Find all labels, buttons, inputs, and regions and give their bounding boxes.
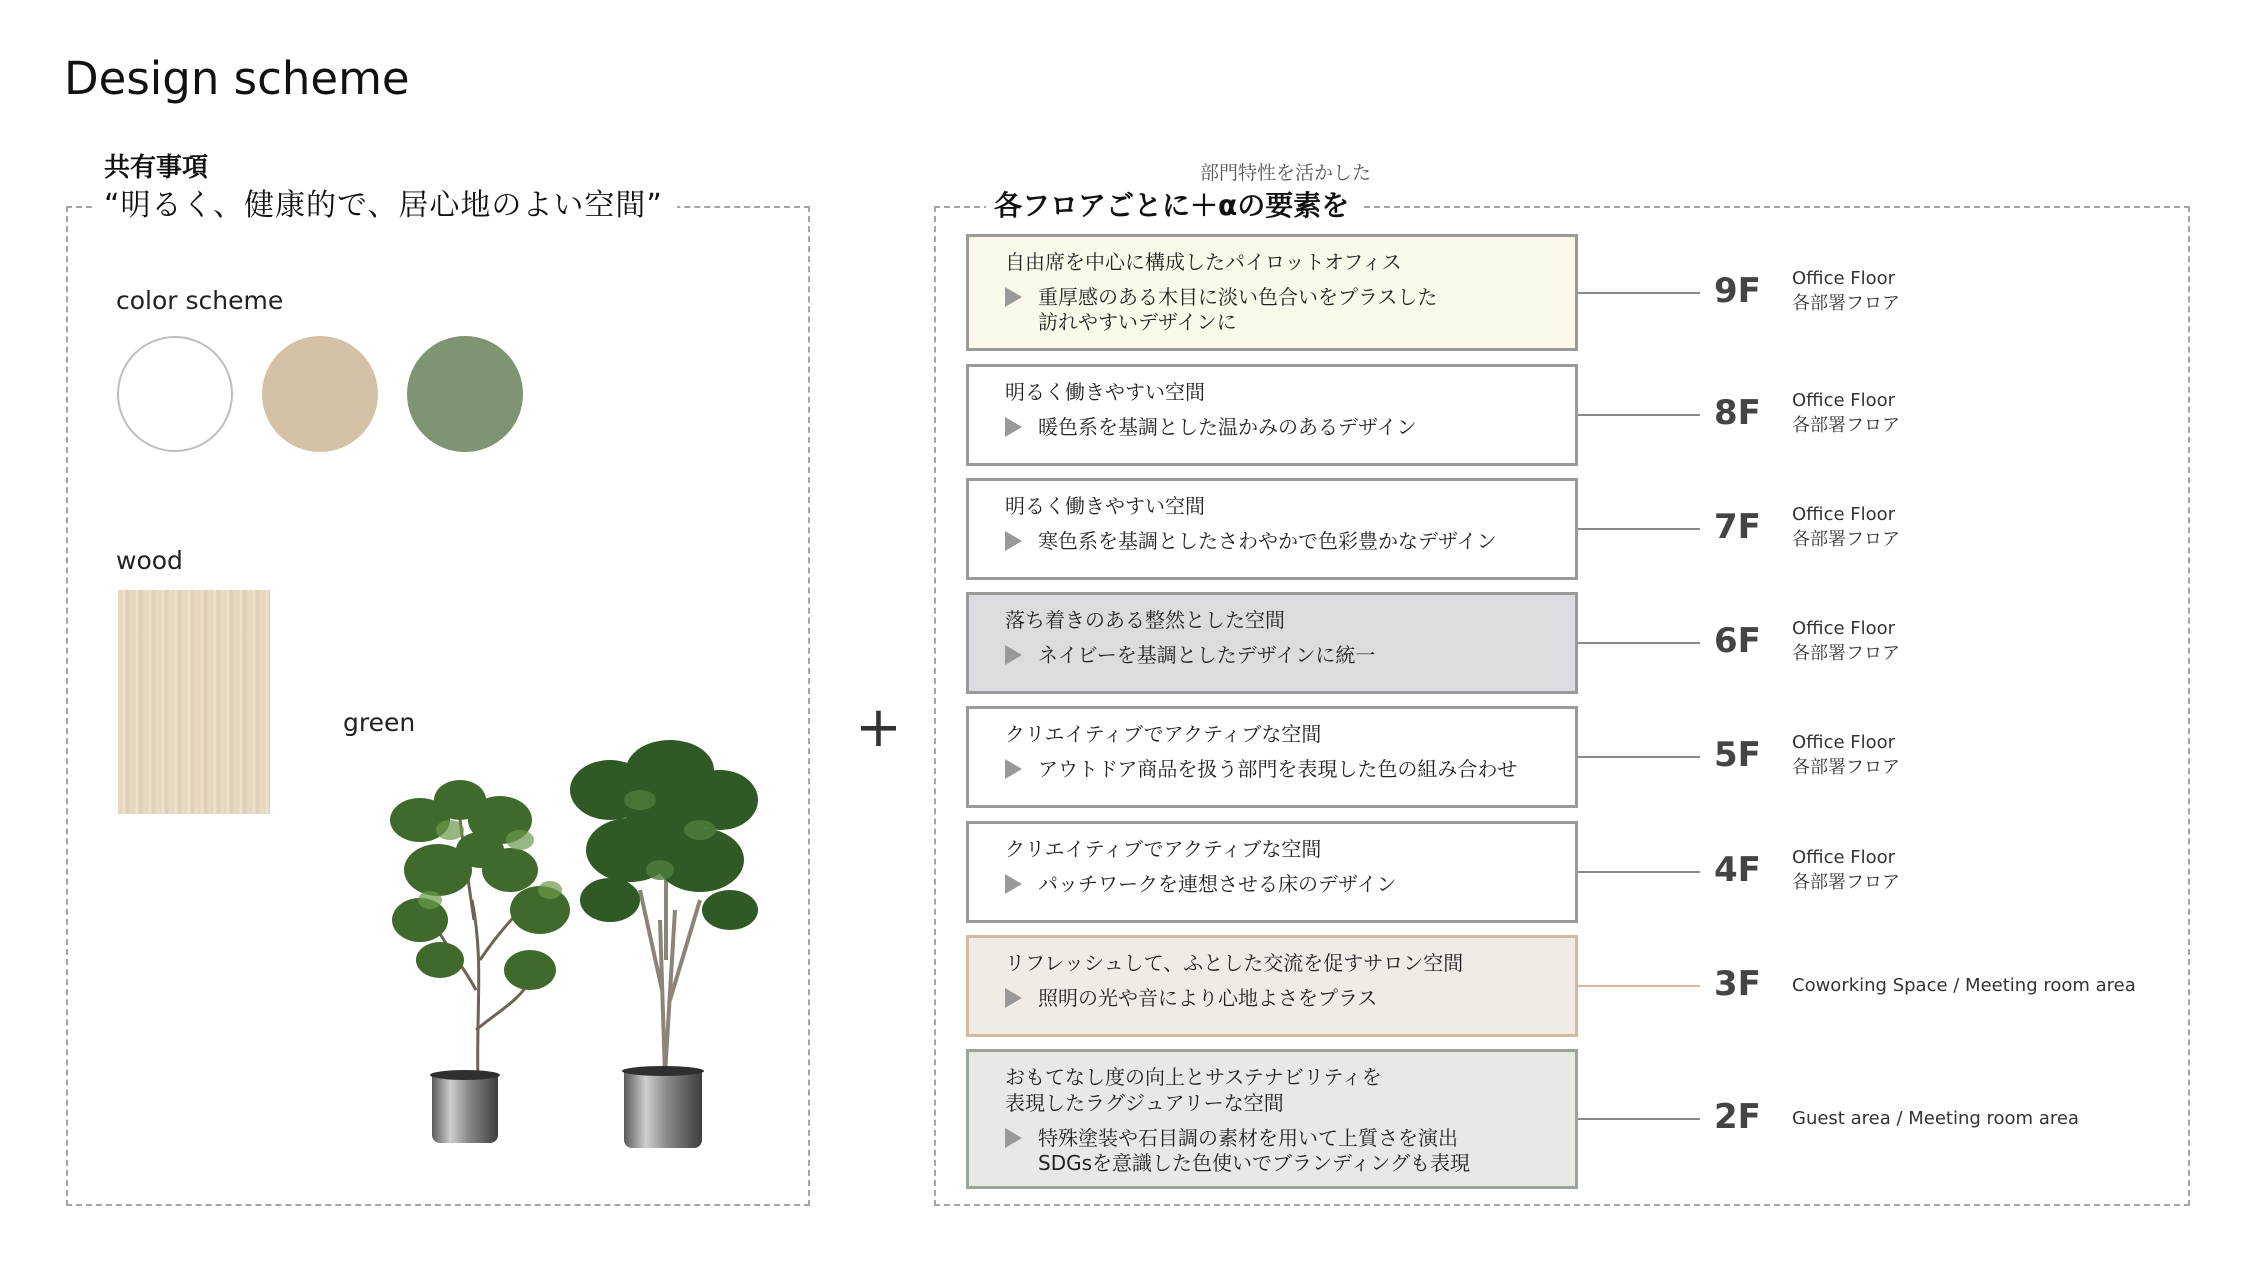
- floor-card: [966, 478, 1578, 580]
- floor-connector-line: [1578, 642, 1700, 644]
- floor-card-desc-row: [1005, 285, 1575, 335]
- floor-connector-line: [1578, 871, 1700, 873]
- floor-number: 2F: [1714, 1097, 1761, 1137]
- floor-card: [966, 1049, 1578, 1189]
- floor-card-desc-row: [1005, 415, 1575, 440]
- floor-elements-heading: 各フロアごとに＋αの要素を: [986, 186, 1363, 226]
- plant-pot-rim-1: [430, 1070, 500, 1080]
- floor-card-desc: 照明の光や音により心地よさをプラス: [1038, 986, 1378, 1010]
- floor-card: [966, 706, 1578, 808]
- floor-type-label: Office Floor 各部署フロア: [1792, 618, 1900, 664]
- floor-number: 5F: [1714, 735, 1761, 775]
- floor-card-desc: 特殊塗装や石目調の素材を用いて上質さを演出 SDGsを意識した色使いでブランディングも表現: [1038, 1126, 1471, 1175]
- color-scheme-label: color scheme: [116, 286, 284, 315]
- wood-texture-sample: [118, 590, 270, 814]
- floor-card-title: 落ち着きのある整然とした空間: [1005, 608, 1285, 632]
- floor-type-label: Guest area / Meeting room area: [1792, 1108, 2079, 1129]
- floor-card-desc-row: [1005, 757, 1575, 782]
- play-triangle-icon: [1005, 988, 1022, 1008]
- floor-number: 7F: [1714, 507, 1761, 547]
- floor-card-desc: 寒色系を基調としたさわやかで色彩豊かなデザイン: [1038, 529, 1497, 553]
- concept-text: “明るく、健康的で、居心地のよい空間”: [104, 188, 663, 223]
- plant-pot-2: [624, 1072, 702, 1148]
- floor-card-title: 明るく働きやすい空間: [1005, 380, 1205, 404]
- floor-card-title: おもてなし度の向上とサステナビリティを 表現したラグジュアリーな空間: [1005, 1065, 1382, 1115]
- floor-connector-line: [1578, 528, 1700, 530]
- play-triangle-icon: [1005, 759, 1022, 779]
- floor-connector-line: [1578, 292, 1700, 294]
- floor-card-title: 明るく働きやすい空間: [1005, 494, 1205, 518]
- floor-type-label: Office Floor 各部署フロア: [1792, 390, 1900, 436]
- floor-card-title: クリエイティブでアクティブな空間: [1005, 837, 1322, 861]
- floor-type-label: Office Floor 各部署フロア: [1792, 732, 1900, 778]
- play-triangle-icon: [1005, 1128, 1022, 1148]
- floor-number: 9F: [1714, 270, 1761, 311]
- floor-card-desc: パッチワークを連想させる床のデザイン: [1038, 872, 1397, 896]
- floor-card-desc-row: [1005, 529, 1575, 554]
- shared-items-heading: [96, 150, 677, 226]
- floor-card-desc: 暖色系を基調とした温かみのあるデザイン: [1038, 415, 1417, 439]
- play-triangle-icon: [1005, 645, 1022, 665]
- play-triangle-icon: [1005, 417, 1022, 437]
- floor-card-desc: 重厚感のある木目に淡い色合いをプラスした 訪れやすいデザインに: [1038, 285, 1438, 334]
- floor-number: 3F: [1714, 964, 1761, 1004]
- floor-card-desc-row: [1005, 643, 1575, 668]
- floor-card: [966, 935, 1578, 1037]
- floor-type-label: Coworking Space / Meeting room area: [1792, 975, 2136, 996]
- floor-card: [966, 821, 1578, 923]
- floor-card: [966, 234, 1578, 351]
- floor-card: [966, 592, 1578, 694]
- color-swatch-beige: [262, 336, 378, 452]
- plant-pot-rim-2: [622, 1066, 704, 1076]
- floor-number: 6F: [1714, 621, 1761, 661]
- plus-sign: +: [855, 695, 902, 760]
- floor-card-title: リフレッシュして、ふとした交流を促すサロン空間: [1005, 951, 1464, 975]
- wood-label: wood: [116, 546, 183, 575]
- color-swatch-white: [117, 336, 233, 452]
- floor-connector-line: [1578, 414, 1700, 416]
- floor-connector-line: [1578, 1118, 1700, 1120]
- shared-items-title: 共有事項: [104, 153, 209, 183]
- page-title: Design scheme: [64, 52, 410, 105]
- floor-card-title: クリエイティブでアクティブな空間: [1005, 722, 1322, 746]
- floor-card-desc: ネイビーを基調としたデザインに統一: [1038, 643, 1376, 667]
- floor-elements-subheading: 部門特性を活かした: [1200, 162, 1372, 184]
- floor-card-desc-row: [1005, 1126, 1575, 1176]
- play-triangle-icon: [1005, 874, 1022, 894]
- play-triangle-icon: [1005, 287, 1022, 307]
- floor-connector-line: [1578, 756, 1700, 758]
- floor-number: 8F: [1714, 393, 1761, 433]
- floor-card-desc-row: [1005, 986, 1575, 1011]
- floor-card-desc: アウトドア商品を扱う部門を表現した色の組み合わせ: [1038, 757, 1518, 781]
- floor-connector-line: [1578, 985, 1700, 987]
- green-label: green: [343, 708, 416, 737]
- plant-pot-1: [432, 1075, 498, 1143]
- floor-number: 4F: [1714, 850, 1761, 890]
- play-triangle-icon: [1005, 531, 1022, 551]
- color-swatch-green: [407, 336, 523, 452]
- floor-card-title: 自由席を中心に構成したパイロットオフィス: [1005, 250, 1402, 274]
- floor-type-label: Office Floor 各部署フロア: [1792, 267, 1900, 314]
- floor-card-desc-row: [1005, 872, 1575, 897]
- floor-type-label: Office Floor 各部署フロア: [1792, 504, 1900, 550]
- potted-plant-image-2: [570, 740, 760, 1080]
- floor-type-label: Office Floor 各部署フロア: [1792, 847, 1900, 893]
- floor-card: [966, 364, 1578, 466]
